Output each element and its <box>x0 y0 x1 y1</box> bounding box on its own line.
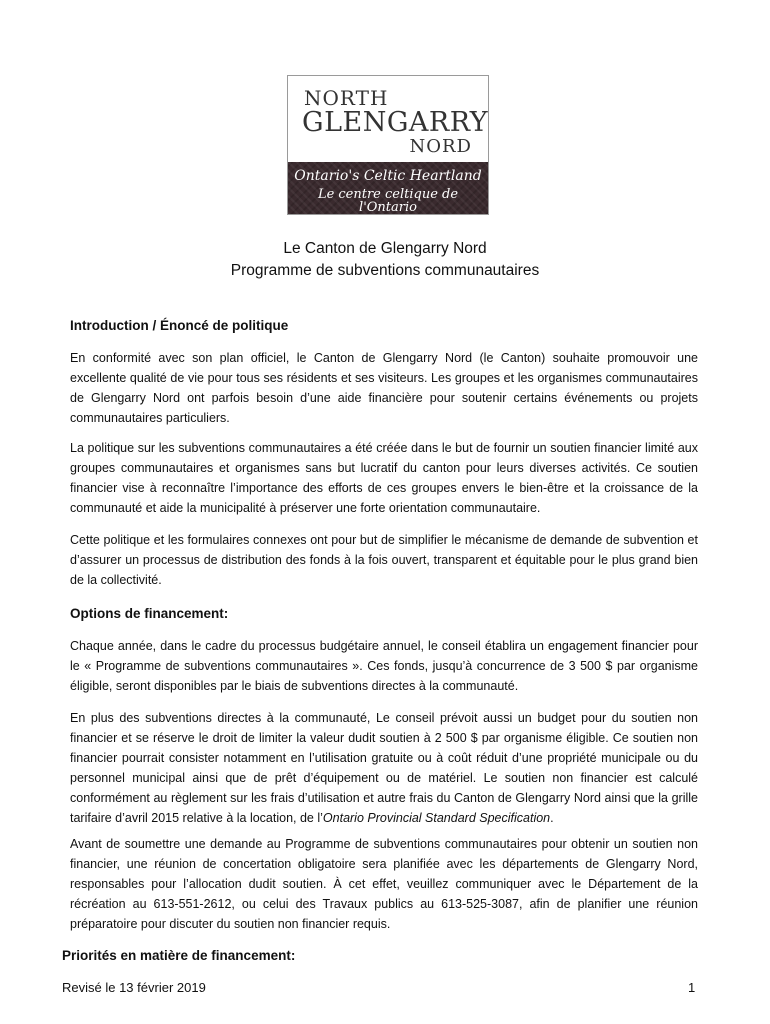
document-title-line-1: Le Canton de Glengarry Nord <box>283 240 487 257</box>
footer-revision-date: Revisé le 13 février 2019 <box>62 980 206 995</box>
options-paragraph-2-italic-reference: Ontario Provincial Standard Specification <box>322 811 551 825</box>
options-paragraph-2-text: En plus des subventions directes à la communauté, Le conseil prévoit aussi un budget pour du soutien non financier et se réserve le droit de limiter la valeur dudit soutien à 2 500 $ par organisme éligible. Ce soutien non financier pourrait consister notamment en l’utilisation gratuite ou à coût réduit d’une propriété municipale ou du personnel municipal ainsi que de prêt d’équipement ou de matériel. Le soutien non financier est calculé conformément au règlement sur les frais d’utilisation et autre frais du Canton de Glengarry Nord ainsi que la grille tarifaire d’avril 2015 relative à la location, de l’ <box>70 711 698 825</box>
logo-word-nord: NORD <box>409 136 472 157</box>
options-paragraph-1: Chaque année, dans le cadre du processus budgétaire annuel, le conseil établira un engagement financier pour le « Programme de subventions communautaires ». Ces fonds, jusqu’à concurrence de 3 500 $ par organisme éligible, seront disponibles par le biais de subventions directes à la communauté. <box>70 639 698 693</box>
township-logo <box>287 75 489 215</box>
section-heading-introduction: Introduction / Énoncé de politique <box>70 318 289 333</box>
section-heading-priorities: Priorités en matière de financement: <box>62 948 296 963</box>
options-paragraph-3: Avant de soumettre une demande au Programme de subventions communautaires pour obtenir un soutien non financier, une réunion de concertation obligatoire sera planifiée avec les départements de Glengarry Nord, responsables pour l’allocation dudit soutien. À cet effet, veuillez communiquer avec le Département de la récréation au 613-551-2612, ou celui des Travaux publics au 613-525-3087, afin de planifier une réunion préparatoire pour discuter du soutien non financier requis. <box>70 837 698 931</box>
options-paragraph-2-end: . <box>550 811 554 825</box>
logo-word-glengarry: GLENGARRY <box>302 107 489 138</box>
logo-tagline-french: Le centre celtique de l'Ontario <box>317 187 459 215</box>
document-title-line-2: Programme de subventions communautaires <box>230 262 540 279</box>
section-heading-options: Options de financement: <box>70 606 229 621</box>
logo-word-north: NORTH <box>304 86 389 110</box>
intro-paragraph-3: Cette politique et les formulaires connexes ont pour but de simplifier le mécanisme de demande de subvention et d’assurer un processus de distribution des fonds à la fois ouvert, transparent et équitable pour le plus grand bien de la collectivité. <box>70 533 698 587</box>
options-paragraph-2 <box>70 708 698 828</box>
intro-paragraph-1: En conformité avec son plan officiel, le Canton de Glengarry Nord (le Canton) souhaite promouvoir une excellente qualité de vie pour tous ses résidents et ses visiteurs. Les groupes et les organismes communautaires de Glengarry Nord ont parfois besoin d’une aide financière pour soutenir certains événements ou projets communautaires particuliers. <box>70 351 698 425</box>
footer-page-number: 1 <box>688 980 696 995</box>
intro-paragraph-2: La politique sur les subventions communautaires a été créée dans le but de fournir un soutien financier limité aux groupes communautaires et organismes sans but lucratif du canton pour leurs diverses activités. Ce soutien financier vise à reconnaître l’importance des efforts de ces groupes envers le bien-être et la croissance de la communauté et aide la municipalité à préserver une forte orientation communautaire. <box>70 441 698 515</box>
logo-tagline-english: Ontario's Celtic Heartland <box>294 168 482 184</box>
